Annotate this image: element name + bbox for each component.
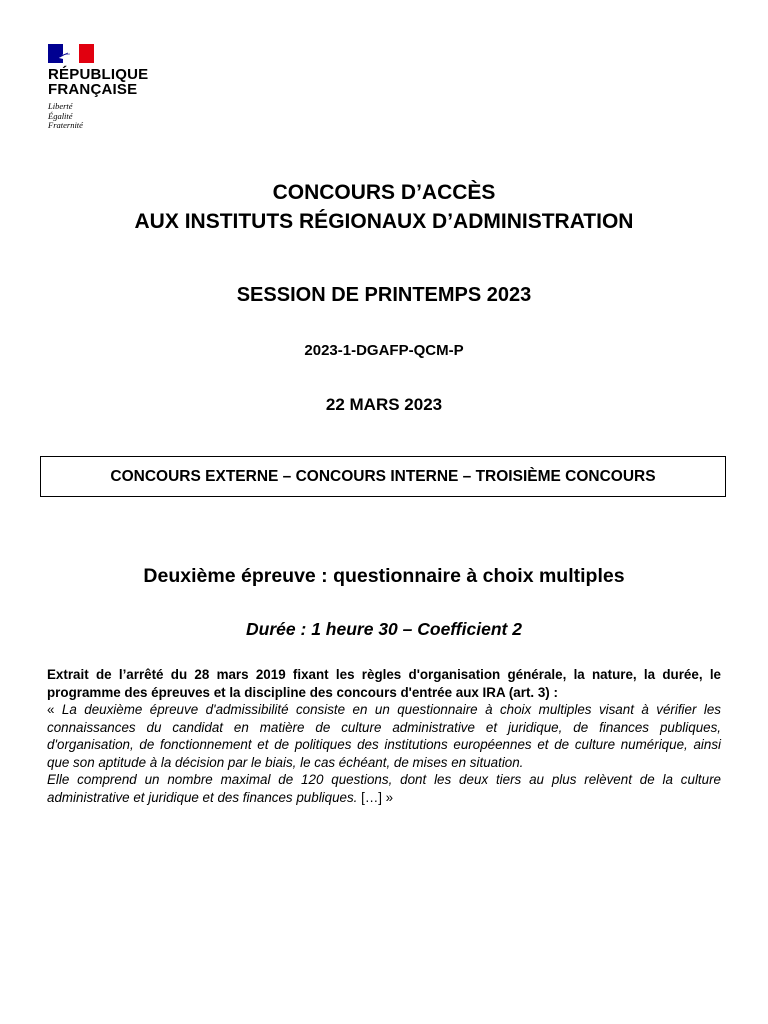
excerpt-paragraph-1 bbox=[47, 701, 721, 771]
session-heading: SESSION DE PRINTEMPS 2023 bbox=[236, 284, 532, 306]
excerpt-quote-1: La deuxième épreuve d'admissibilité consiste en un questionnaire à choix multiples visant à vérifier les connaissances du candidat en matière de culture administrative et juridique, de finances publiques, d'organisation, de fonctionnement et de politiques des institutions européennes et de culture numérique, ainsi que son aptitude à la décision par le biais, le cas échéant, de mises en situation. bbox=[47, 702, 722, 770]
contest-types-box bbox=[40, 456, 726, 497]
wordmark-line-2: FRANÇAISE bbox=[48, 81, 138, 98]
wordmark-line-1: RÉPUBLIQUE bbox=[48, 66, 149, 83]
quote-close-mark: […] » bbox=[357, 789, 394, 805]
exam-title: Deuxième épreuve : questionnaire à choix multiples bbox=[143, 565, 625, 587]
republique-francaise-logo bbox=[48, 44, 188, 131]
republic-motto bbox=[48, 102, 188, 131]
marianne-profile-icon bbox=[57, 47, 81, 60]
exam-code: 2023-1-DGAFP-QCM-P bbox=[304, 342, 464, 359]
motto-liberte: Liberté bbox=[48, 101, 73, 111]
marianne-flag-icon bbox=[48, 44, 94, 63]
exam-date: 22 MARS 2023 bbox=[325, 395, 443, 414]
regulation-excerpt bbox=[47, 666, 721, 806]
quote-open-mark: « bbox=[47, 702, 62, 717]
motto-fraternite: Fraternité bbox=[48, 120, 83, 130]
exam-duration: Durée : 1 heure 30 – Coefficient 2 bbox=[246, 619, 522, 639]
excerpt-quote-2: Elle comprend un nombre maximal de 120 questions, dont les deux tiers au plus relèvent de la culture administrative et juridique et des finances publiques. bbox=[47, 772, 721, 805]
excerpt-lead: Extrait de l’arrêté du 28 mars 2019 fixant les règles d'organisation générale, la nature, la durée, le programme des épreuves et la discipline des concours d'entrée aux IRA (art. 3) : bbox=[47, 667, 721, 700]
page-title-line-1: CONCOURS D’ACCÈS bbox=[272, 181, 496, 204]
motto-egalite: Égalité bbox=[48, 110, 73, 121]
page-title-line-2: AUX INSTITUTS RÉGIONAUX D’ADMINISTRATION bbox=[134, 210, 634, 233]
excerpt-paragraph-2 bbox=[47, 771, 721, 806]
republique-francaise-wordmark bbox=[48, 67, 188, 97]
contest-types-label: CONCOURS EXTERNE – CONCOURS INTERNE – TROISIÈME CONCOURS bbox=[110, 467, 656, 485]
